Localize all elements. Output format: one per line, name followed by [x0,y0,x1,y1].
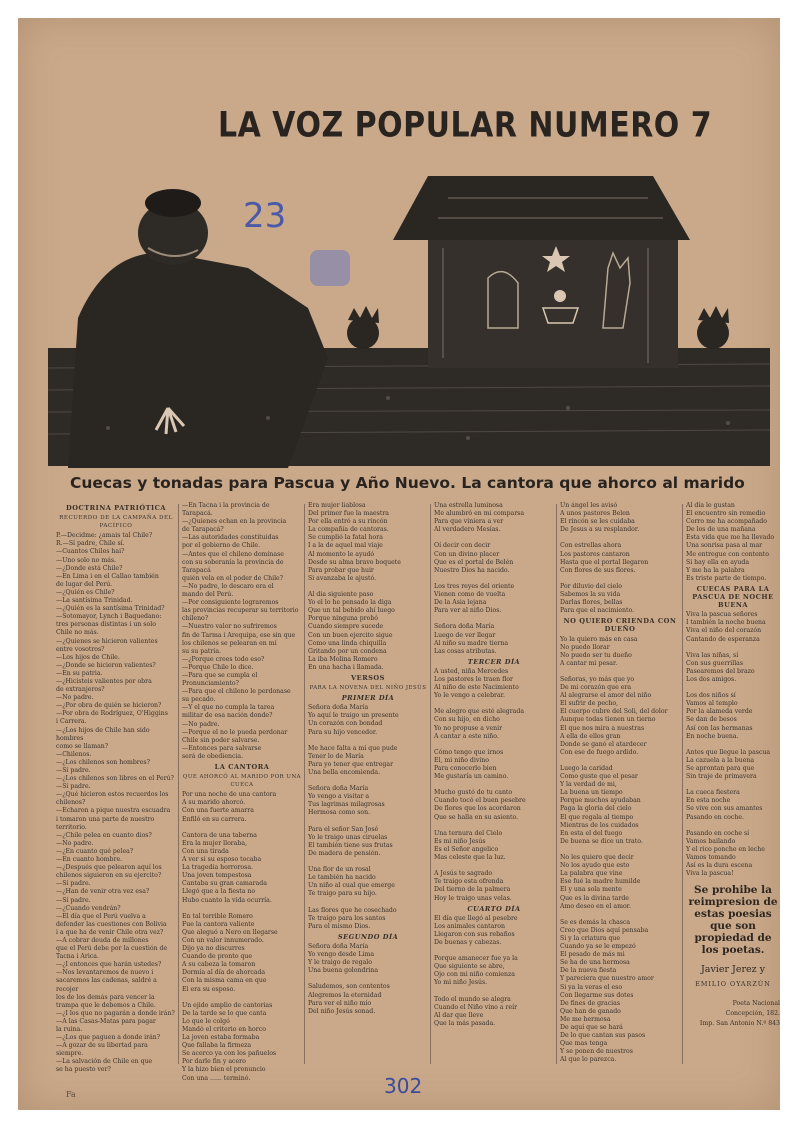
column-2 [182,502,302,1082]
imprint-poet: Poeta Nacional [732,999,780,1007]
column-text: El día que llegó al pesebre Los animales cantaron Llegaron con sus rebaños De buenas y cabezas. Porque amanecer fue ya la Que siguiente se abre, Ojo con mi niño comienza Yo mi niño Jesús. Todo el mundo se alegra Cuando el Niño vino a reír Al dar que lleve Que la más pasada. [434,914,518,1027]
column-divider [682,504,683,1064]
section-heading: LA CANTORA [214,763,270,771]
column-1 [56,502,176,1077]
section-heading: PRIMER DÍA [341,694,395,703]
copyright-notice: Se prohibe la reimpresion de estas poesias que son propiedad de los poetas. [688,884,778,957]
column-divider [304,504,305,1064]
imprint-address: Concepción, 182. [725,1009,780,1017]
column-text: Por una noche de una cantora A su marido ahorcó. Con una fuerte amarra Enfiló en su carrera. Cantora de una taberna Era la mujer lloraba, Con una tirada A ver si su esposo tocaba La tragedia horrorosa. Una joven tempestosa Cantaba su gran camarada Llegó que a la fiesta no Hubo cuanto la vida ocurría. En tal terrible Romero Fue la cantora valiente Que aleguó a Nero en llegarse Con un valor innumerado. Dijo ya no discurres Cuando de pronto que A su cabeza la tomaron Dormía al día de ahorcada Con la misma cama en que El era su esposo. Un ejido amplio de cantorias De la tarde se lo que canta Lo que le colgó Mandó el criterio en horco La joven estaba formaba Que fallaba la firmeza Se acerco ya con los pañuelos Por darle fin y acero Y la hizo bien el pronuncio Con una ...... terminó. [182,791,278,1082]
column-text: Un ángel les avisó A unos pastores Belen El rincón se les cuidaba De Jesus a su resplandor. Con estrellas ahora Los pastores cantaron Hasta que el portal llegaron Con flores de sus flores. Por diluvio del cielo Sabemos la su vida Darlas flores, bellas Para que el nacimiento. [560,502,649,615]
corner-mark: Fa [66,1090,76,1099]
column-heading: DOCTRINA PATRIÓTICA [66,504,166,512]
woodcut-illustration [48,168,770,466]
broadsheet-page [18,18,780,1110]
co-author-name: EMILIO OYARZÚN [695,980,771,989]
section-heading: VERSOS [351,673,385,682]
section-heading: SEGUNDO DÍA [337,932,399,941]
imprint-line [686,999,780,1029]
section-heading: CUECAS PARA LA PASCUA DE NOCHE BUENA [692,584,774,610]
broadsheet-title: LA VOZ POPULAR NUMERO 7 [218,105,713,146]
section-heading: NO QUIERO CRIENDA CON DUEÑO [563,617,677,634]
column-6 [686,502,780,1077]
column-5 [560,502,680,1077]
blue-ink-stamp [310,250,350,286]
column-text: A usted, niña Mercedes Los pastores le traen flor Al niño de este Nacimiento Yo le vengo a celebrar. Me alegro que esté alegrada Con su hijo, en dicho Yo no propuse a venir A cantar a este niño. Cómo tengo que irnos El, mi niño divino Para conocerlo bien Me gustaría un camino. Mucho gustó de tu canto Cuando tocó el buen pesebre De flores que los acordaron Que se halla en su asiento. Una ternura del Cielo Es mi niño Jesús Es el Señor angelico Mas celeste que la luz. A Jesús te sagrado Te traigo esta ofrenda Del tierno de la palmera Hoy le traigo unas velas. [434,667,526,902]
column-text: Viva la pascua señores I también la noche buena Viva el niño del corazón Cantando de esperanza Viva las niñas, sí Con sus guerrillas Pasearemos del brazo Los dos amigos. Los dos niños sí Vamos al templo Por la alameda verde Se dan de besos Así con las hermanas En noche buena. Antes que llegue la pascua La cazuela a la buena Se aprontan para que Sin traje de primavera La cueca fiestera En esta noche Se vive con sus amantes Pasando en coche. Pasando en coche sí Vamos bailando Y el rico ponche en leche Vamos tomando Así es la dura escena Viva la pascua! [686,611,771,878]
column-text: Era mujer liablosa Del primer fue la maestra Por ella entró a su rincón La compañía de cantoras. Se cumplió la fatal hora I a la de aquel mal viaje Al momento le ayudó Desde su alma bravo boquete Para probar que huir Si avanzaba le ajustó. Al dia siguiente paso Yo el lo he pensado la diga Que un tal bebido ahí luego Porque ninguna probó Cuando siempre sucede Con un buen ejercito sigue Como una linda chiquilla Gritando por un condena La iba Molina Romero En una hacha i llamada. [308,502,401,671]
section-heading: CUARTO DÍA [467,904,521,913]
imprint-printer: Imp. San Antonio N.º 843 [699,1019,780,1027]
author-name: Javier Jerez y [700,964,766,976]
section-heading: TERCER DÍA [467,657,521,666]
column-text: Al día le gustan El encuentro sin remedio Corro me ha acompañado De los de una mañana Esta vida que me ha llevado Una sonrisa pasa al mar Me entregue con contento Si hay ella en ayuda Y me ha la palabra Es triste parte de tiempo. [686,502,775,582]
broadsheet-subtitle: Cuecas y tonadas para Pascua y Año Nuevo. La cantora que ahorco al marido [70,474,745,492]
handwritten-catalog-number: 23 [243,196,287,236]
column-text: Señora doña María Yo vengo desde Lima Y le traigo de regalo Una buena golondrina Saludemos, son contentos Alegremos la eternidad Para ver el niño mío Del niño Jesús sonad. [308,942,390,1015]
page-number: 302 [384,1074,423,1098]
column-divider [556,504,557,1064]
column-text: Yo la quiero más en casa No puedo llorar No puedo ser tu dueño A cantar mi pesar. Señoras, yo más que yo De mi corazón que era Al alegrarse el amor del niño El sufrir de pecho, El cuerpo cubre del Soli, del dolor Aunque todas tienen un tierno El que nos mira a nuestras A ella de ellos gran Donde se ganó el atardecer Con ese de fuego ardido. Luego la caridad Como guste que el pesar Y la verdad de mi, La buena un tiempo Porque muchos ayudaban Paga la gloria del cielo El que regala al tiempo Mientras de los cuidados En esta el del fuego De buena se dice un trato. No les quiero que decir No los ayudo que esto La palabra que vine Ese fué la madre humilde El y una sola mente Que es la divina tarde Amo deseo en el amor. Se es demás la chasca Creo que Dios aquí pensaba Si y la criatura que Cuando ya se le empezó El pesado de más mi Se ha de una hermosa De la nueva fiesta Y pareciera que nuestro amor Si ya la veras el eso Con llegarme sus dotes De fines de gracias Que han de ganado Me me hermosa De aquí que se hará De lo que cantan sus pasos Que mas tenga Y se ponen de nuestros Al que lo parezca. [560,635,668,1064]
column-divider [178,504,179,1064]
column-text: Señora doña María Yo aquí le traigo un presente Un corazón con bondad Para su hijo vencedor. Me hace falta a mí que pude Tener lo de María Para yo tener que entregar Una bella encomienda. Señora doña María Yo vengo a visitar a Tus lagrimas milagrosas Hermosa como son. Para el señor San José Yo le traigo unas ciruelas El también tiene sus frutas De madera de pensión. Una flor de un rosal Le también ha nacido Un niño al cual que emerge Te traigo para su hijo. Las flores que he cosechado Te traigo para los santos Para el mismo Dios. [308,704,399,930]
column-4 [434,502,554,1077]
column-divider [430,504,431,1064]
section-subheading: PARA LA NOVENA DEL NIÑO JESÚS [309,685,427,692]
column-text: —En Tacna i la provincia de Tarapacá. —¿Quienes echan en la provincia de Tarapacá? —Las autoridades constituidas por el gobierno de Chile. —Antes que el chileno dominase con su soberanía la provincia de Tarapacá quién vela en el poder de Chile? —No padre, lo descaro era el mando del Perú. —Por consiguiente lograremos las provincias recuperar su territorio chileno? —Nuestro valor no sufriremos fin de Tarma i Arequipa, ese sin que los chilenos se pelearan en mí su su patria. —¿Porque crees todo eso? —Porque Chile lo dice. —Para que se cumpla el Pronunciamiento? —Para que el chileno le perdonase su pecado. —Y el que no cumpla la tarea militar de esa nación donde? —No padre. —Porque el no le pueda perdonar Chile sin poder salvarse. —Entonces para salvarse será de obediencia. [182,502,299,760]
section-subheading: QUE AHORCÓ AL MARIDO POR UNA CUECA [182,774,302,789]
column-subheading: RECUERDO DE LA CAMPAÑA DEL PACÍFICO [59,515,173,530]
column-3 [308,502,428,1077]
column-text: Una estrella luminosa Me alumbró en mi comparsa Para que viniera a ver Al verdadero Mesías. Oí decir con decir Con un divino placer Que es el portal de Belén Nuestro Dios ha nacido. Los tres reyes del oriente Vienen como de vuelta De la Asia lejana Para ver al niño Dios. Señora doña María Luego de ver llegar Al niño su madre tierna Las cosas atributas. [434,502,525,655]
column-text: P.—Decidme: ¿amais tal Chile? R.—Sí padre, Chile sí. —Cuantos Chiles hai? —Uno solo no más. —¿Donde está Chile? —En Lima i en el Callao también de lugar del Perú. —¿Quién es Chile? —La santísima Trinidad. —¿Quién es la santísima Trinidad? —Sotomayor, Lynch i Baquedano: tres personas distintas i un solo Chile no más. —¿Quienes se hicieron valientes entre vosotros? —Los hijos de Chile. —¿Donde se hicieron valientes? —En su patria. —¿Hicisteis valientes por obra de extranjeros? —No padre. —¿Por obra de quién se hicieron? —Por obra de Rodríguez, O'Higgins i Carrera. —¿Los hijos de Chile han sido hombres como se llaman? —Chilenos. —¿Los chilenos son hombres? —Sí padre. —¿Los chilenos son libres en el Perú? —Sí padre. —¿Qué hicieron estos recuerdos los chilenos? —Echaron a pique nuestra escuadra i tomaron una parte de nuestro territorio. —¿Chile pelea en cuanto dios? —No padre. —¿En cuanto qué pelea? —En cuanto hombre. —¿Después que pelearon aquí los chilenos siguieron en su ejercito? —Sí padre. —¿Han de venir otra vez esa? —Sí padre. —¿Cuando vendrán? —El día que el Perú vuelva a defender las cuestiones con Bolivia i a que ha de venir Chile otra vez? —A cobrar deuda de millones que el Perú debe por la cuestión de Tacna i Arica. —¿I entonces que harán ustedes? —Nos levantaremos de nuevo i sacaremos las cadenas, saldré a recojer los de los demás para vencer la trampa que le debemos a Chile. —¿I los que no pagarán a donde irán? —A las Casas-Matas para pagar la ruina. —¿Los que paguen a donde irán? —A gozar de su libertad para siempre. —La salvación de Chile en que se ha puesto ver? [56,532,175,1074]
